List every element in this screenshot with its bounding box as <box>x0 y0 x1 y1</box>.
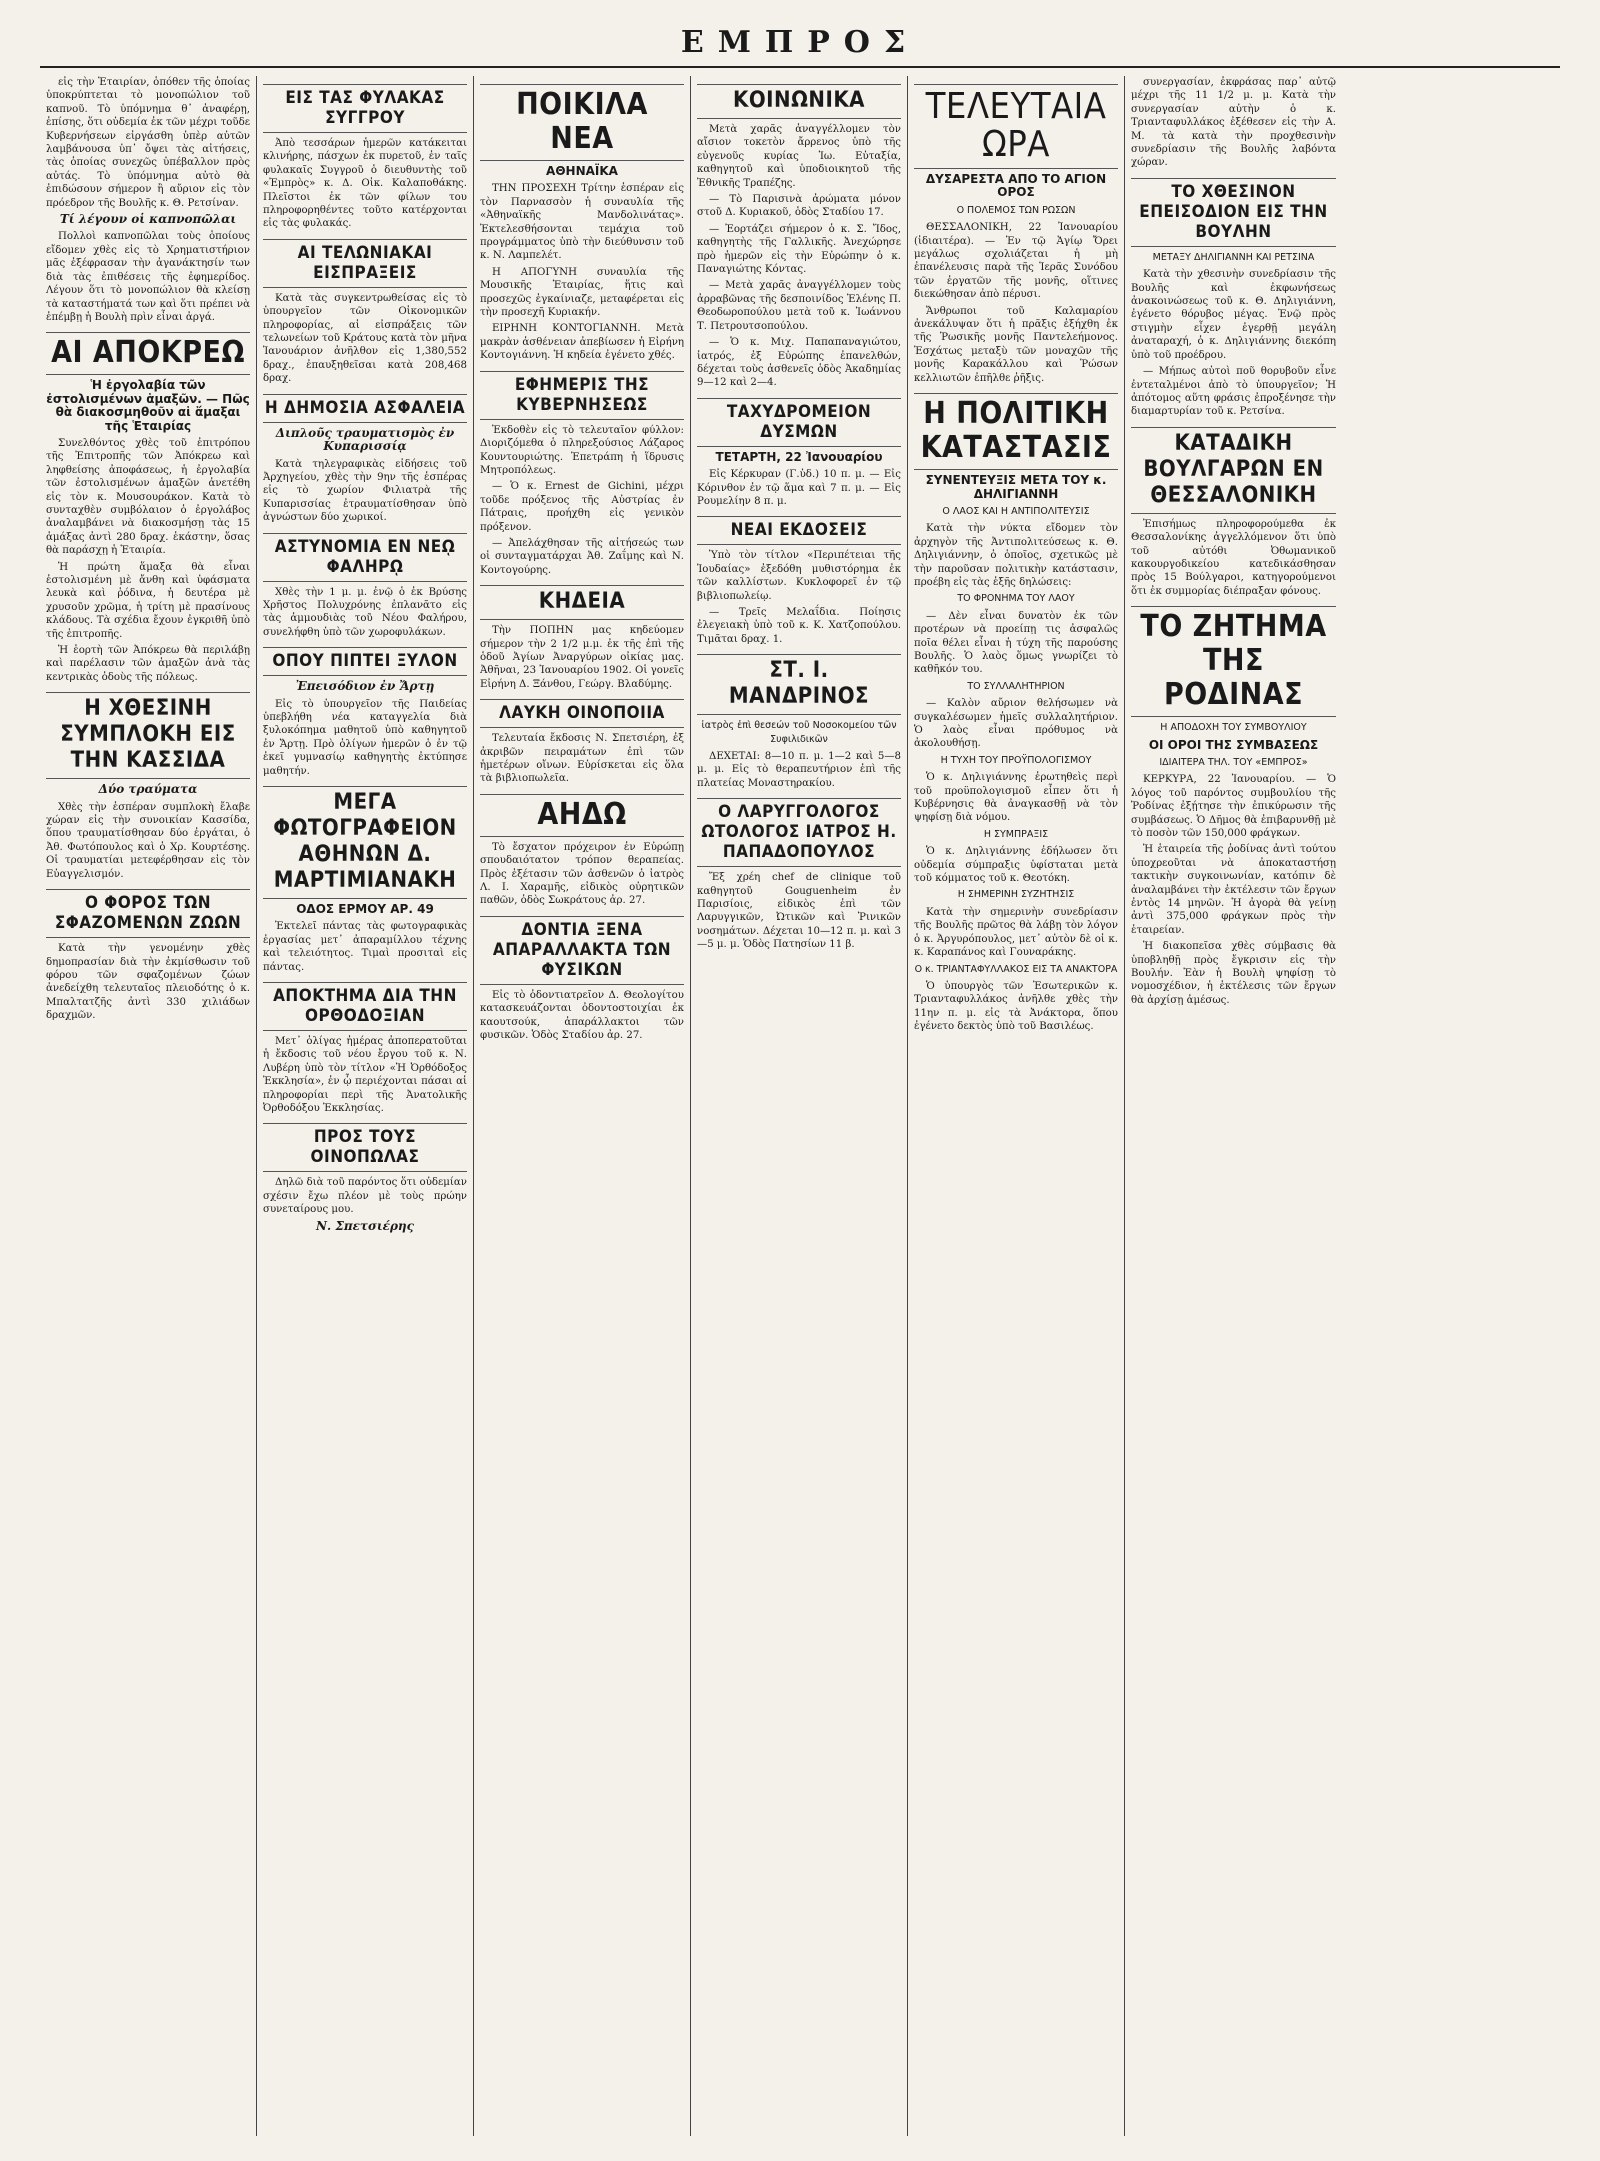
article-paragraph: Κατὰ τὴν γενομένην χθὲς δημοπρασίαν διὰ τὴν ἐκμίσθωσιν τοῦ φόρου τῶν σφαζομένων ζώων ἀνεδείχθη τελευταῖος πλειοδότης ὁ κ. Μπαλτατζῆς ἀντὶ 330 χιλιάδων δραχμῶν. <box>46 943 250 1022</box>
article-paragraph: ΤΗΝ ΠΡΟΣΕΧΗ Τρίτην ἑσπέραν εἰς τὸν Παρνασσὸν ἡ συναυλία τῆς «Ἀθηναϊκῆς Μανδολινάτας». Ἐκτελεσθήσονται τεμάχια τοῦ προγράμματος ὑπὸ τὴν διεύθυνσιν τοῦ κ. Ν. Λαμπελέτ. <box>480 183 684 262</box>
article-subheading: ΣΥΝΕΝΤΕΥΞΙΣ ΜΕΤΑ ΤΟΥ κ. ΔΗΛΙΓΙΑΝΝΗ <box>925 473 1107 501</box>
article-subheading: ΤΟ ΣΥΛΛΑΛΗΤΗΡΙΟΝ <box>967 680 1065 692</box>
article-subheading: Διπλοῦς τραυματισμὸς ἐν Κυπαρισσίᾳ <box>275 425 455 454</box>
advertisement-heading: ΛΑΥΚΗ ΟΙΝΟΠΟΙΙΑ <box>480 699 684 728</box>
article-subheading: Ἡ ἐργολαβία τῶν ἐστολισμένων ἁμαξῶν. — Πῶς θὰ διακοσμηθοῦν αἱ ἅμαξαι τῆς Ἑταιρίας <box>46 378 250 433</box>
article-heading: Η ΔΗΜΟΣΙΑ ΑΣΦΑΛΕΙΑ <box>263 394 467 423</box>
advertisement-heading: ΜΕΓΑ ΦΩΤΟΓΡΑΦΕΙΟΝ ΑΘΗΝΩΝ Δ. ΜΑΡΤΙΜΙΑΝΑΚΗ <box>263 786 467 899</box>
article-paragraph: Ἐπισήμως πληροφορούμεθα ἐκ Θεσσαλονίκης ἀγγελλόμενον ὅτι ὑπὸ τοῦ αὐτόθι Ὀθωμανικοῦ κακουργοδικείου κατεδικάσθησαν πρὸς 15 Βούλγαροι, κατηγορούμενοι ὅτι ἐκ συμμορίας διέπραξαν φόνους. <box>1131 518 1336 597</box>
article-heading: Η ΧΘΕΣΙΝΗ ΣΥΜΠΛΟΚΗ ΕΙΣ ΤΗΝ ΚΑΣΣΙΔΑ <box>46 692 250 779</box>
column-2 <box>257 76 474 2136</box>
article-heading: ΑΣΤΥΝΟΜΙΑ ΕΝ ΝΕῼ ΦΑΛΗΡῼ <box>263 533 467 582</box>
article-paragraph: — Ἀπελάχθησαν τῆς αἰτήσεώς των οἱ συνταγματάρχαι Ἀθ. Ζαΐμης καὶ Ν. Κοντογούρης. <box>480 537 684 576</box>
article-paragraph: Δηλῶ διὰ τοῦ παρόντος ὅτι οὐδεμίαν σχέσιν ἔχω πλέον μὲ τοὺς πρώην συνεταίρους μου. <box>263 1177 467 1216</box>
article-subheading: Ο ΠΟΛΕΜΟΣ ΤΩΝ ΡΩΣΩΝ <box>956 204 1076 216</box>
article-paragraph: Μετὰ χαρᾶς ἀναγγέλλομεν τὸν αἴσιον τοκετὸν ἄρρενος ὑπὸ τῆς εὐγενοῦς κυρίας Ἰω. Εὐταξία, καθηγητοῦ καὶ ὑποδιοικητοῦ τῆς Ἐθνικῆς Τραπέζης. <box>697 124 901 189</box>
article-subheading: Η ΣΥΜΠΡΑΞΙΣ <box>983 828 1049 840</box>
advertisement-subheading: ΟΔΟΣ ΕΡΜΟΥ ΑΡ. 49 <box>296 902 434 916</box>
advertisement-text: Εἰς τὸ ὀδοντιατρεῖον Δ. Θεολογίτου κατασκευάζονται ὀδοντοστοιχίαι ἐκ καουτσούκ, ἀπαράλλακτοι τῶν φυσικῶν. Ὁδὸς Σταδίου ἀρ. 27. <box>480 989 684 1042</box>
article-heading: ΑΙ ΑΠΟΚΡΕΩ <box>46 332 250 375</box>
article-subheading: Η ΑΠΟΔΟΧΗ ΤΟΥ ΣΥΜΒΟΥΛΙΟΥ <box>1160 722 1307 734</box>
article-paragraph: Ὁ κ. Δηλιγιάννης ἐρωτηθεὶς περὶ τοῦ προϋπολογισμοῦ εἶπεν ὅτι ἡ Κυβέρνησις θὰ ἀναγκασθῇ νὰ τὸν ψηφίσῃ διὰ νόμου. <box>914 772 1118 824</box>
article-paragraph: Κατὰ τὴν χθεσινὴν συνεδρίασιν τῆς Βουλῆς καὶ ἐκφωνήσεως ἀνακοινώσεως τοῦ κ. Θ. Δηλιγιάννη, ἐγένετο θόρυβος μέγας. Ἐνῷ πρὸς στιγμὴν εἶχεν ἐγερθῇ μεγάλη ἀναταραχή, ὁ κ. Δηλιγιάννης διεκόπη ὑπὸ τοῦ προέδρου. <box>1131 269 1336 361</box>
article-heading: ΚΟΙΝΩΝΙΚΑ <box>697 84 901 119</box>
article-paragraph: Συνελθόντος χθὲς τοῦ ἐπιτρόπου τῆς Ἐπιτροπῆς τῶν Ἀπόκρεω καὶ ληφθείσης ἀποφάσεως, ἡ ἐργολαβία τῶν ἐστολισμένων ἁμαξῶν ἀνετέθη εἰς τὸν κ. Μουσουράκον. Κατὰ τὸ συνταχθὲν συμβόλαιον ὁ ἐργολάβος ἀναλαμβάνει νὰ διακοσμήσῃ τὰς 15 ἁμάξας ἀντὶ 280 δραχ. ἑκάστην, ὅσας θὰ παράσχῃ ἡ Ἑταιρία. <box>46 437 250 557</box>
article-heading: ΤΟ ΧΘΕΣΙΝΟΝ ΕΠΕΙΣΟΔΙΟΝ ΕΙΣ ΤΗΝ ΒΟΥΛΗΝ <box>1131 178 1336 247</box>
advertisement-text: ΔΕΧΕΤΑΙ: 8—10 π. μ. 1—2 καὶ 5—8 μ. μ. Εἰς τὸ θεραπευτήριον ἐπὶ τῆς πλατείας Μοναστηρακίου. <box>697 751 901 789</box>
article-paragraph: — Ὁ κ. Ernest de Gichini, μέχρι τοῦδε πρόξενος τῆς Αὐστρίας ἐν Πάτραις, προήχθη εἰς γενικὸν πρόξενον. <box>480 481 684 533</box>
article-heading: ΝΕΑΙ ΕΚΔΟΣΕΙΣ <box>697 516 901 545</box>
article-paragraph: Μετ᾽ ὀλίγας ἡμέρας ἀποπερατοῦται ἡ ἔκδοσις τοῦ νέου ἔργου τοῦ κ. Ν. Λυβέρη ὑπὸ τὸν τίτλον «Ἡ Ὀρθόδοξος Ἐκκλησία», ἐν ᾧ περιέχονται πάσαι αἱ πληροφορίαι περὶ τῆς Ἀνατολικῆς Ὀρθοδόξου Ἐκκλησίας. <box>263 1036 467 1115</box>
article-subheading: ΤΕΤΑΡΤΗ, 22 Ἰανουαρίου <box>715 449 883 464</box>
article-heading: ΕΙΣ ΤΑΣ ΦΥΛΑΚΑΣ ΣΥΓΓΡΟΥ <box>263 84 467 133</box>
article-heading: ΑΙ ΤΕΛΩΝΙΑΚΑΙ ΕΙΣΠΡΑΞΕΙΣ <box>263 239 467 288</box>
article-heading: ΤΑΧΥΔΡΟΜΕΙΟΝ ΔΥΣΜΩΝ <box>697 398 901 447</box>
article-paragraph: Ὑπὸ τὸν τίτλον «Περιπέτειαι τῆς Ἰουδαίας» ἐξεδόθη μυθιστόρημα ἐκ τῶν καλλίστων. Κυκλοφορεῖ ἐν τῷ βιβλιοπωλείῳ. <box>697 550 901 602</box>
article-heading: ΕΦΗΜΕΡΙΣ ΤΗΣ ΚΥΒΕΡΝΗΣΕΩΣ <box>480 371 684 420</box>
article-paragraph: Ἡ διακοπεῖσα χθὲς σύμβασις θὰ ὑποβληθῇ πρὸς ἔγκρισιν εἰς τὴν Βουλήν. Ἐὰν ἡ Βουλὴ ψηφίσῃ τὸ νομοσχέδιον, ἡ ἐκτέλεσις τῶν ἔργων θὰ ἀρχίσῃ ἀμέσως. <box>1131 941 1336 1006</box>
column-3 <box>474 76 691 2136</box>
article-paragraph: — Τὸ Παρισινὰ ἀρώματα μόνον στοῦ Δ. Κυριακοῦ, ὁδὸς Σταδίου 17. <box>697 194 901 219</box>
columns <box>40 76 1560 2136</box>
advertisement-text: Τὸ ἔσχατον πρόχειρον ἐν Εὐρώπῃ σπουδαιότατον τρόπον θεραπείας. Πρὸς ἐξέτασιν τῶν ἀσθενῶν ὁ ἰατρὸς Λ. Ι. Χαραμῆς, εἰδικὸς οὐρητικῶν παθῶν, ὁδὸς Σωκράτους ἀρ. 27. <box>480 841 684 907</box>
article-paragraph: Ἀπὸ τεσσάρων ἡμερῶν κατάκειται κλινήρης, πάσχων ἐκ πυρετοῦ, ἐν ταῖς φυλακαῖς Συγγροῦ ὁ διευθυντὴς τοῦ «Ἐμπρὸς» κ. Δ. Οἰκ. Καλαποθάκης. Πλεῖστοι ἐκ τῶν φίλων του πληροφορηθέντες τοῦτο κατέρχονται εἰς τὰς φυλακάς. <box>263 138 467 230</box>
article-paragraph: — Δὲν εἶναι δυνατὸν ἐκ τῶν προτέρων νὰ προείπῃ τις ἀσφαλῶς ποῖα θέλει εἶναι ἡ τύχη τῆς παρούσης Βουλῆς. Ὁ λαὸς ὅμως γνωρίζει τὸ καθῆκόν του. <box>914 610 1118 676</box>
article-heading: ΚΑΤΑΔΙΚΗ ΒΟΥΛΓΑΡΩΝ ΕΝ ΘΕΣΣΑΛΟΝΙΚΗ <box>1131 427 1336 514</box>
article-subheading: Ἐπεισόδιον ἐν Ἄρτῃ <box>295 679 435 694</box>
article-paragraph: — Μετὰ χαρᾶς ἀναγγέλλομεν τοὺς ἀρραβῶνας τῆς δεσποινίδος Ἑλένης Π. Θεοδωροπούλου μετὰ τοῦ κ. Ἰωάννου Τ. Πετρουτσοπούλου. <box>697 280 901 332</box>
article-subheading: Η ΤΥΧΗ ΤΟΥ ΠΡΟΫΠΟΛΟΓΙΣΜΟΥ <box>940 754 1092 766</box>
article-paragraph: Κατὰ τὴν νύκτα εἴδομεν τὸν ἀρχηγὸν τῆς Ἀντιπολιτεύσεως κ. Θ. Δηλιγιάννην, ὁ ὁποῖος, σχετικῶς μὲ τὴν παροῦσαν πολιτικὴν κατάστασιν, προέβη εἰς τὰς ἑξῆς δηλώσεις: <box>914 523 1118 588</box>
article-subheading: Δύο τραύματα <box>98 782 198 797</box>
article-paragraph: ΚΕΡΚΥΡΑ, 22 Ἰανουαρίου. — Ὁ λόγος τοῦ παρόντος συμβουλίου τῆς Ῥοδίνας ἐξῄτησε τὴν ἐπικύρωσιν τῆς συμβάσεως. Ὁ Δῆμος θὰ ἐπιβαρυνθῇ μὲ τὸ ποσὸν τῶν 150,000 φράγκων. <box>1131 774 1336 839</box>
column-5 <box>908 76 1125 2136</box>
article-subheading: ΤΟ ΦΡΟΝΗΜΑ ΤΟΥ ΛΑΟΥ <box>957 593 1075 605</box>
article-heading: ΤΟ ΖΗΤΗΜΑ ΤΗΣ ΡΟΔΙΝΑΣ <box>1131 606 1336 717</box>
article-paragraph: Ἡ ἑταιρεία τῆς ῥοδίνας ἀντὶ τούτου ὑποχρεοῦται νὰ ἀποκαταστήσῃ τακτικὴν συγκοινωνίαν, κατόπιν δὲ ἀναλαμβάνει τὴν ἐκτέλεσιν τῶν ἔργων ἐντὸς 14 μηνῶν. Ἡ ἀγορὰ θὰ γείνῃ ἀντὶ 375,000 φράγκων πρὸς τὴν ἑταιρείαν. <box>1131 844 1336 936</box>
advertisement-heading: Ο ΛΑΡΥΓΓΟΛΟΓΟΣ ΩΤΟΛΟΓΟΣ ΙΑΤΡΟΣ Η. ΠΑΠΑΔΟΠΟΥΛΟΣ <box>697 798 901 867</box>
article-paragraph: Ἐκδοθὲν εἰς τὸ τελευταῖον φύλλον: Διοριζόμεθα ὁ πληρεξούσιος Λάζαρος Κουντουριώτης. Ἐπετράπη ἡ ἵδρυσις Μητροπόλεως. <box>480 424 684 476</box>
article-paragraph: Η ΑΠΟΓΥΝΗ συναυλία τῆς Μουσικῆς Ἑταιρίας, ἥτις καὶ προσεχῶς ἐγκαίνιαζε, μεταφέρεται εἰς τὴν προσεχῆ Κυριακήν. <box>480 266 684 319</box>
article-subheading: ΟΙ ΟΡΟΙ ΤΗΣ ΣΥΜΒΑΣΕΩΣ <box>1148 737 1319 752</box>
advertisement-heading: ΣΤ. Ι. ΜΑΝΔΡΙΝΟΣ <box>697 654 901 715</box>
article-paragraph: — Ὁ κ. Μιχ. Παπαπαναγιώτου, ἰατρός, ἐξ Εὐρώπης ἐπανελθών, δέχεται τοὺς ἀσθενεῖς ὁδὸς Ἀκαδημίας 9—12 καὶ 2—4. <box>697 337 901 389</box>
advertisement-text: Τελευταία ἔκδοσις Ν. Σπετσιέρη, ἐξ ἀκριβῶν πειραμάτων ἐπὶ τῶν ἡμετέρων οἴνων. Εὑρίσκεται εἰς ὅλα τὰ βιβλιοπωλεῖα. <box>480 733 684 785</box>
advertisement-heading: ΑΗΔΩ <box>480 794 684 837</box>
article-paragraph: Πολλοὶ καπνοπῶλαι τοὺς ὁποίους εἴδομεν χθὲς εἰς τὸ Χρηματιστήριον μᾶς ἐξέφρασαν τὴν ἀγανάκτησίν των διὰ τὰς ἐπιθέσεις τῆς ἐφημερίδος. Λέγουν ὅτι τὸ μονοπώλιον θὰ κλείσῃ τὰ καταστήματά των καὶ ὅτι πρέπει νὰ ἐπέμβῃ ἡ Βουλὴ πρὶν εἶναι ἀργά. <box>46 231 250 323</box>
notice-heading: ΚΗΔΕΙΑ <box>480 585 684 620</box>
column-4 <box>691 76 908 2136</box>
article-paragraph: Κατὰ τὴν σημερινὴν συνεδρίασιν τῆς Βουλῆς πρῶτος θὰ λάβῃ τὸν λόγον ὁ κ. Ἀργυρόπουλος, μετ᾽ αὐτὸν δὲ οἱ κ. κ. Καραπάνος καὶ Γουναράκης. <box>914 906 1118 959</box>
article-paragraph: Ὁ ὑπουργὸς τῶν Ἐσωτερικῶν κ. Τριανταφυλλάκος ἀνῆλθε χθὲς τὴν 11ην π. μ. εἰς τὰ Ἀνάκτορα, ὅπου ἐγένετο δεκτὸς ὑπὸ τοῦ Βασιλέως. <box>914 980 1118 1033</box>
advertisement-text: Ἔξ χρέη chef de clinique τοῦ καθηγητοῦ Gouguenheim ἐν Παρισίοις, εἰδικὸς ἐπὶ τῶν Λαρυγγικῶν, Ὠτικῶν καὶ Ῥινικῶν νοσημάτων. Δέχεται 10—12 π. μ. καὶ 3—5 μ. μ. Ὁδὸς Πατησίων 11 β. <box>697 872 901 951</box>
article-paragraph: Ἡ πρώτη ἅμαξα θὰ εἶναι ἐστολισμένη μὲ ἄνθη καὶ ὑφάσματα λευκὰ καὶ ῥόδινα, ἡ δευτέρα μὲ χρυσοῦν χρῶμα, ἡ τρίτη μὲ πρασίνους κλάδους. Τὰ σχέδια ἔχουν ἐγκριθῆ ὑπὸ τῆς ἐπιτροπῆς. <box>46 561 250 640</box>
article-paragraph: Εἰς Κέρκυραν (Γ.ὑδ.) 10 π. μ. — Εἰς Κόρινθον ἐν τῷ ἅμα καὶ 7 π. μ. — Εἰς Ρουμελίην 8 π. μ. <box>697 469 901 507</box>
article-heading: ΑΠΟΚΤΗΜΑ ΔΙΑ ΤΗΝ ΟΡΘΟΔΟΞΙΑΝ <box>263 982 467 1031</box>
article-paragraph: — Μήπως αὐτοὶ ποῦ θορυβοῦν εἶνε ἐντεταλμένοι ἀπὸ τὸ ὑπουργεῖον; Ἡ ἀπότομος αὕτη φράσις ἐπροξένησε τὴν διαμαρτυρίαν τοῦ κ. Ρετσίνα. <box>1131 366 1336 418</box>
article-subheading: ΜΕΤΑΞΥ ΔΗΛΙΓΙΑΝΝΗ ΚΑΙ ΡΕΤΣΙΝΑ <box>1152 251 1315 263</box>
article-paragraph: Εἰς τὸ ὑπουργεῖον τῆς Παιδείας ὑπεβλήθη νέα καταγγελία διὰ ξυλοκόπημα μαθητοῦ ὑπὸ καθηγητοῦ ἐν Ἄρτῃ. Πρὸ ὀλίγων ἡμερῶν ὁ ἐν τῷ ἐκεῖ γυμνασίῳ καθηγητὴς ἐκτύπησε μαθητήν. <box>263 698 467 777</box>
article-paragraph: Ὁ κ. Δηλιγιάννης ἐδήλωσεν ὅτι οὐδεμία σύμπραξις ὑφίσταται μετὰ τοῦ κόμματος τοῦ κ. Θεοτόκη. <box>914 846 1118 885</box>
article-paragraph: εἰς τὴν Ἑταιρίαν, ὁπόθεν τῆς ὁποίας ὑποκρύπτεται τὸ μονοπώλιον τοῦ καπνοῦ. Τὸ ὑπόμνημα θ᾽ ἀναφέρῃ, ἐπίσης, ὅτι οὐδεμία ἐκ τῶν μέχρι τοῦδε Κυβερνήσεων εἰργάσθη ὑπὲρ αὐτῶν λαμβάνουσα ὑπ᾽ ὄψει τὰς αἰτήσεις, τὰς ὁποίας συνεχῶς ὑπέβαλλον πρὸς αὐτάς. Τὸ ὑπόμνημα αὐτὸ θὰ ἐπιδώσουν σήμερον ἢ αὔριον εἰς τὸν πρόεδρον τῆς Βουλῆς κ. Θ. Ρετσίναν. <box>46 77 250 209</box>
column-1 <box>40 76 257 2136</box>
article-subheading: ΔΥΣΑΡΕΣΤΑ ΑΠΟ ΤΟ ΑΓΙΟΝ ΟΡΟΣ <box>925 172 1107 200</box>
masthead: ΕΜΠΡΟΣ <box>40 20 1560 68</box>
article-paragraph: Κατὰ τηλεγραφικὰς εἰδήσεις τοῦ Ἀρχηγείου, χθὲς τὴν 9ην τῆς ἑσπέρας εἰς τὸ χωρίον Φιλιατρὰ τῆς Κυπαρισσίας ἐτραυματίσθησαν ὑπὸ ἀγνώστων δύο χωρικοί. <box>263 458 467 524</box>
article-heading: ΤΕΛΕΥΤΑΙΑ ΩΡΑ <box>914 84 1118 169</box>
article-heading: Η ΠΟΛΙΤΙΚΗ ΚΑΤΑΣΤΑΣΙΣ <box>914 393 1118 470</box>
article-subheading: Ο ΛΑΟΣ ΚΑΙ Η ΑΝΤΙΠΟΛΙΤΕΥΣΙΣ <box>942 505 1090 517</box>
signature: Ν. Σπετσιέρης <box>316 1218 414 1233</box>
article-paragraph: ΕΙΡΗΝΗ ΚΟΝΤΟΓΙΑΝΝΗ. Μετὰ μακρὰν ἀσθένειαν ἀπεβίωσεν ἡ Εἰρήνη Κοντογιάννη. Ἡ κηδεία ἐγένετο χθές. <box>480 323 684 362</box>
article-heading: Ο ΦΟΡΟΣ ΤΩΝ ΣΦΑΖΟΜΕΝΩΝ ΖΩΩΝ <box>46 889 250 938</box>
article-paragraph: Κατὰ τὰς συγκεντρωθείσας εἰς τὸ ὑπουργεῖον τῶν Οἰκονομικῶν πληροφορίας, αἱ εἰσπράξεις τῶν τελωνείων τοῦ Κράτους κατὰ τὸν μῆνα Ἰανουάριον ἀνῆλθον εἰς 1,380,552 δραχ., ἐπαυξηθεῖσαι κατὰ 208,468 δραχ. <box>263 292 467 385</box>
article-paragraph: συνεργασίαν, ἐκφράσας παρ᾽ αὐτῷ μέχρι τῆς 11 1/2 μ. μ. Κατὰ τὴν συνεργασίαν αὐτὴν ὁ κ. Τριανταφυλλάκος ἐξέθεσεν εἰς τὴν Α. Μ. τὰ κατὰ τὴν προχθεσινὴν συνεδρίασιν τῆς Βουλῆς λαβόντα χώραν. <box>1131 77 1336 169</box>
column-6 <box>1125 76 1342 2136</box>
article-paragraph: Ἡ ἑορτὴ τῶν Ἀπόκρεω θὰ περιλάβῃ καὶ παρέλασιν τῶν ἁμαξῶν ἀνὰ τὰς κεντρικὰς ὁδοὺς τῆς πόλεως. <box>46 645 250 683</box>
article-subheading: Ο κ. ΤΡΙΑΝΤΑΦΥΛΛΑΚΟΣ ΕΙΣ ΤΑ ΑΝΑΚΤΟΡΑ <box>914 963 1118 975</box>
newspaper-page <box>40 20 1560 2140</box>
article-paragraph: — Καλὸν αὔριον θελήσωμεν νὰ συγκαλέσωμεν ἡμεῖς συλλαλητήριον. Ὁ λαὸς εἶναι πρόθυμος νὰ ἀκολουθήσῃ. <box>914 698 1118 750</box>
article-paragraph: — Ἐορτάζει σήμερον ὁ κ. Σ. Ἴδος, καθηγητὴς τῆς Γαλλικῆς. Ἀνεχώρησε πρὸ ἡμερῶν εἰς τὴν Εὐρώπην ὁ κ. Παναγιώτης Κόντας. <box>697 223 901 276</box>
article-paragraph: ΘΕΣΣΑΛΟΝΙΚΗ, 22 Ἰανουαρίου (ἰδιαιτέρα). — Ἐν τῷ Ἁγίῳ Ὄρει μεγάλως σχολιάζεται ἡ μὴ ἐπανέλευσις παρὰ τῆς Ἱερᾶς Συνόδου τῶν ἐργατῶν τῆς μονῆς, οἵτινες διεκώθησαν ἀπὸ πέρυσι. <box>914 222 1118 301</box>
article-subheading: Τί λέγουν οἱ καπνοπῶλαι <box>59 212 237 227</box>
advertisement-subheading: ἰατρὸς ἐπὶ θεσεών τοῦ Νοσοκομείου τῶν Συφιλιδικῶν <box>701 720 897 745</box>
article-heading: ΠΡΟΣ ΤΟΥΣ ΟΙΝΟΠΩΛΑΣ <box>263 1123 467 1172</box>
article-subheading: Η ΣΗΜΕΡΙΝΗ ΣΥΖΗΤΗΣΙΣ <box>957 889 1075 901</box>
article-heading: ΠΟΙΚΙΛΑ ΝΕΑ <box>480 84 684 161</box>
notice-text: Τὴν ΠΟΠΗΝ μας κηδεύομεν σήμερον τὴν 2 1/2 μ.μ. ἐκ τῆς ἐπὶ τῆς ὁδοῦ Ἀγίων Ἀναργύρων οἰκίας μας. Ἀθῆναι, 23 Ἰανουαρίου 1902. Οἱ γονεῖς Εἰρήνη Δ. Ξάνθου, Γεώργ. Βλαδύμης. <box>480 625 684 690</box>
article-paragraph: — Τρεῖς Μελαΐδια. Ποίησις ἐλεγειακὴ ὑπὸ τοῦ κ. Κ. Χατζοπούλου. Τιμᾶται δραχ. 1. <box>697 606 901 645</box>
article-subheading: ΑΘΗΝΑΪΚΑ <box>546 164 618 178</box>
advertisement-heading: ΔΟΝΤΙΑ ΞΕΝΑ ΑΠΑΡΑΛΛΑΚΤΑ ΤΩΝ ΦΥΣΙΚΩΝ <box>480 916 684 985</box>
article-heading: ΟΠΟΥ ΠΙΠΤΕΙ ΞΥΛΟΝ <box>263 647 467 676</box>
article-paragraph: Χθὲς τὴν 1 μ. μ. ἐνῷ ὁ ἐκ Βρύσης Χρῆστος Πολυχρόνης ἐπλανᾶτο εἰς τὰς ἀμμουδιὰς τοῦ Νέου Φαλήρου, συνελήφθη ὑπὸ τῶν χωροφυλάκων. <box>263 586 467 638</box>
advertisement-text: Ἐκτελεῖ πάντας τὰς φωτογραφικὰς ἐργασίας μετ᾽ ἀπαραμίλλου τέχνης καὶ τελειότητος. Τιμαὶ προσιταὶ εἰς πάντας. <box>263 921 467 973</box>
article-subheading: ΙΔΙΑΙΤΕΡΑ ΤΗΛ. ΤΟΥ «ΕΜΠΡΟΣ» <box>1159 756 1308 768</box>
article-paragraph: Ἄνθρωποι τοῦ Καλαμαρίου ἀνεκάλυψαν ὅτι ἡ πρᾶξις ἐξήχθη ἐκ τῆς Ῥωσικῆς μονῆς Παντελεήμονος. Ἐσχάτως μεταξὺ τῶν μοναχῶν τῆς μονῆς Καρακάλλου καὶ Ῥώσων κελλιωτῶν ἐπῆλθε ῥῆξις. <box>914 305 1118 384</box>
article-paragraph: Χθὲς τὴν ἑσπέραν συμπλοκὴ ἔλαβε χώραν εἰς τὴν συνοικίαν Κασσίδα, ὅπου τραυματίσθησαν δύο ἐργάται, ὁ Ἀθ. Φωτόπουλος καὶ ὁ Χρ. Κουρτέσης. Οἱ τραυματίαι μετεφέρθησαν εἰς τὸν Εὐαγγελισμόν. <box>46 801 250 880</box>
